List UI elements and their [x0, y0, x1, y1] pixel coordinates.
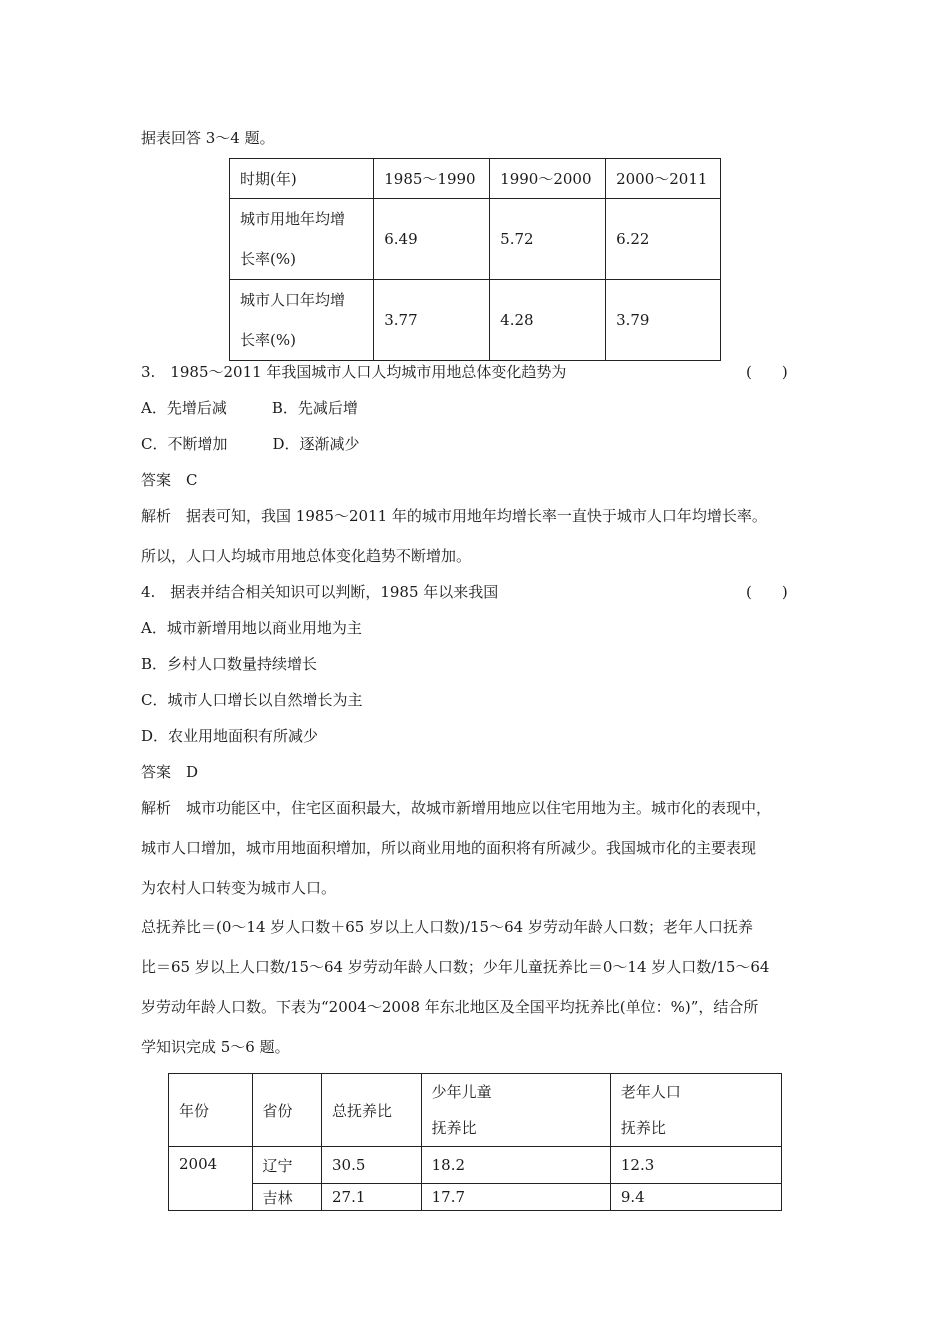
q3-answer: 答案 C: [141, 471, 198, 489]
q3-options-ab: A．先增后减 B．先减后增: [141, 399, 358, 417]
q4-option-b: B．乡村人口数量持续增长: [141, 655, 318, 673]
cell-value: 17.7: [421, 1184, 610, 1211]
cell-value: 6.22: [606, 199, 721, 280]
row-label-land: 城市用地年均增 长率(%): [230, 199, 374, 280]
q4-option-c: C．城市人口增长以自然增长为主: [141, 691, 363, 709]
cell-value: 27.1: [321, 1184, 421, 1211]
q3-analysis-line2: 所以，人口人均城市用地总体变化趋势不断增加。: [141, 547, 472, 565]
header-2000-2011: 2000～2011: [606, 159, 721, 199]
q4-answer: 答案 D: [141, 763, 199, 781]
header-elderly-ratio: 老年人口 抚养比: [610, 1074, 781, 1147]
header-total-ratio: 总抚养比: [321, 1074, 421, 1147]
cell-value: 5.72: [490, 199, 606, 280]
q3-stem: 3. 1985～2011 年我国城市人口人均城市用地总体变化趋势为: [141, 363, 567, 381]
q4-analysis-line3: 为农村人口转变为城市人口。: [141, 879, 337, 897]
intro-q3-4: 据表回答 3～4 题。: [141, 129, 275, 147]
table-row: [169, 1184, 782, 1211]
header-youth-ratio: 少年儿童 抚养比: [421, 1074, 610, 1147]
cell-value: 18.2: [421, 1147, 610, 1184]
table-row: [230, 199, 721, 280]
table-dependency-ratio: [168, 1073, 782, 1211]
q4-answer-paren: ( ): [746, 583, 788, 601]
cell-value: 9.4: [610, 1184, 781, 1211]
cell-value: 4.28: [490, 280, 606, 361]
cell-year: 2004: [169, 1147, 253, 1211]
header-1985-1990: 1985～1990: [374, 159, 490, 199]
q3-analysis-line1: 解析 据表可知，我国 1985～2011 年的城市用地年均增长率一直快于城市人口年均增长率。: [141, 507, 767, 525]
table-row: [230, 280, 721, 361]
header-1990-2000: 1990～2000: [490, 159, 606, 199]
cell-value: 3.77: [374, 280, 490, 361]
intro-q5-6-line4: 学知识完成 5～6 题。: [141, 1038, 290, 1056]
q4-analysis-line1: 解析 城市功能区中，住宅区面积最大，故城市新增用地应以住宅用地为主。城市化的表现中，: [141, 799, 772, 817]
table-row: [169, 1147, 782, 1184]
cell-province: 辽宁: [252, 1147, 321, 1184]
q4-option-a: A．城市新增用地以商业用地为主: [141, 619, 362, 637]
cell-province: 吉林: [252, 1184, 321, 1211]
q3-answer-paren: ( ): [746, 363, 788, 381]
intro-q5-6-line1: 总抚养比＝(0～14 岁人口数＋65 岁以上人口数)/15～64 岁劳动年龄人口数；老年人口抚养: [141, 918, 753, 936]
cell-value: 6.49: [374, 199, 490, 280]
header-period: 时期(年): [230, 159, 374, 199]
intro-q5-6-line3: 岁劳动年龄人口数。下表为“2004～2008 年东北地区及全国平均抚养比(单位：%)”，结合所: [141, 998, 759, 1016]
q4-option-d: D．农业用地面积有所减少: [141, 727, 319, 745]
header-year: 年份: [169, 1074, 253, 1147]
q3-options-cd: C．不断增加 D．逐渐减少: [141, 435, 360, 453]
cell-value: 12.3: [610, 1147, 781, 1184]
cell-value: 30.5: [321, 1147, 421, 1184]
table-land-population-growth: [229, 158, 721, 361]
row-label-population: 城市人口年均增 长率(%): [230, 280, 374, 361]
intro-q5-6-line2: 比＝65 岁以上人口数/15～64 岁劳动年龄人口数；少年儿童抚养比＝0～14 岁人口数/15～64: [141, 958, 770, 976]
q4-analysis-line2: 城市人口增加，城市用地面积增加，所以商业用地的面积将有所减少。我国城市化的主要表现: [141, 839, 757, 857]
header-province: 省份: [252, 1074, 321, 1147]
cell-value: 3.79: [606, 280, 721, 361]
q4-stem: 4. 据表并结合相关知识可以判断，1985 年以来我国: [141, 583, 499, 601]
